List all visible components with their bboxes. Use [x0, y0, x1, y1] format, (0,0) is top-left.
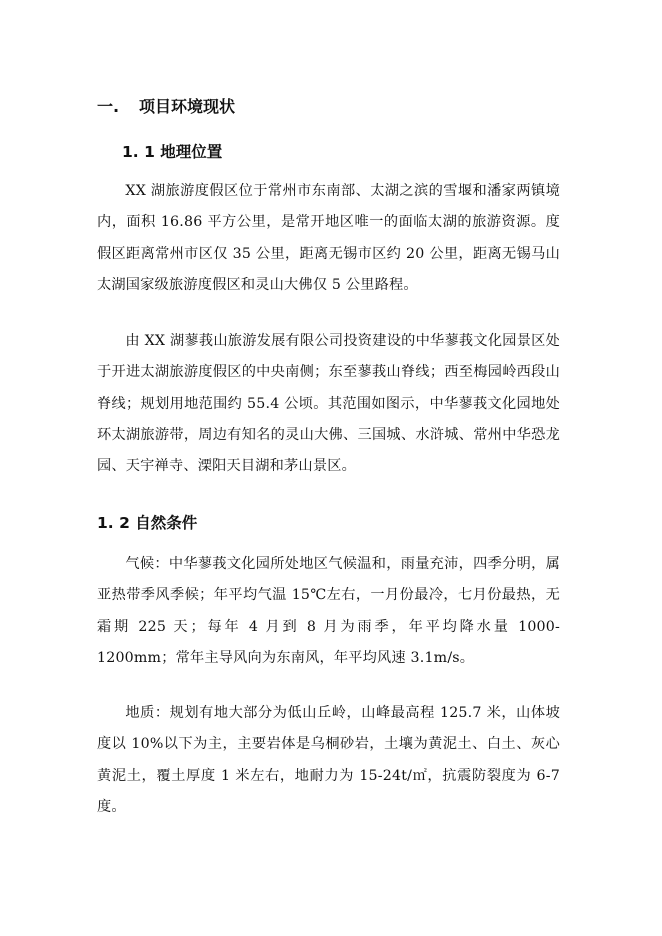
chapter-number: 一.: [97, 97, 120, 116]
section-heading-natural-conditions: 1. 2 自然条件: [97, 514, 198, 532]
paragraph-resort-location: XX 湖旅游度假区位于常州市东南部、太湖之滨的雪堰和潘家两镇境内，面积 16.86 平方公里，是常开地区唯一的面临太湖的旅游资源。度假区距离常州市区仅 35 公里，距离无锡市区约 20 公里，距离无锡马山太湖国家级旅游度假区和灵山大佛仅 5 公里路程。: [97, 183, 560, 293]
paragraph-geology: 地质：规划有地大部分为低山丘岭，山峰最高程 125.7 米，山体坡度以 10%以下为主，主要岩体是乌桐砂岩，土壤为黄泥土、白土、灰心黄泥土，覆土厚度 1 米左右，地耐力为 15-24t/㎡，抗震防裂度为 6-7 度。: [97, 705, 560, 815]
paragraph-climate: 气候：中华蓼莪文化园所处地区气候温和，雨量充沛，四季分明，属亚热带季风季候；年平均气温 15℃左右，一月份最冷，七月份最热，无霜期 225 天；每年 4 月到 8 月为雨季，年平均降水量 1000-1200mm；常年主导风向为东南风，年平均风速 3.1m/s。: [97, 556, 560, 666]
section-heading-geography: 1. 1 地理位置: [122, 143, 223, 161]
paragraph-culture-park-scope: 由 XX 湖蓼莪山旅游发展有限公司投资建设的中华蓼莪文化园景区处于开进太湖旅游度假区的中央南侧；东至蓼莪山脊线；西至梅园岭西段山脊线；规划用地范围约 55.4 公顷。其范围如图示，中华蓼莪文化园地处环太湖旅游带，周边有知名的灵山大佛、三国城、水浒城、常州中华恐龙园、天宇禅寺、溧阳天目湖和茅山景区。: [97, 333, 560, 475]
chapter-title: 项目环境现状: [139, 97, 236, 116]
chapter-heading: [97, 96, 235, 118]
